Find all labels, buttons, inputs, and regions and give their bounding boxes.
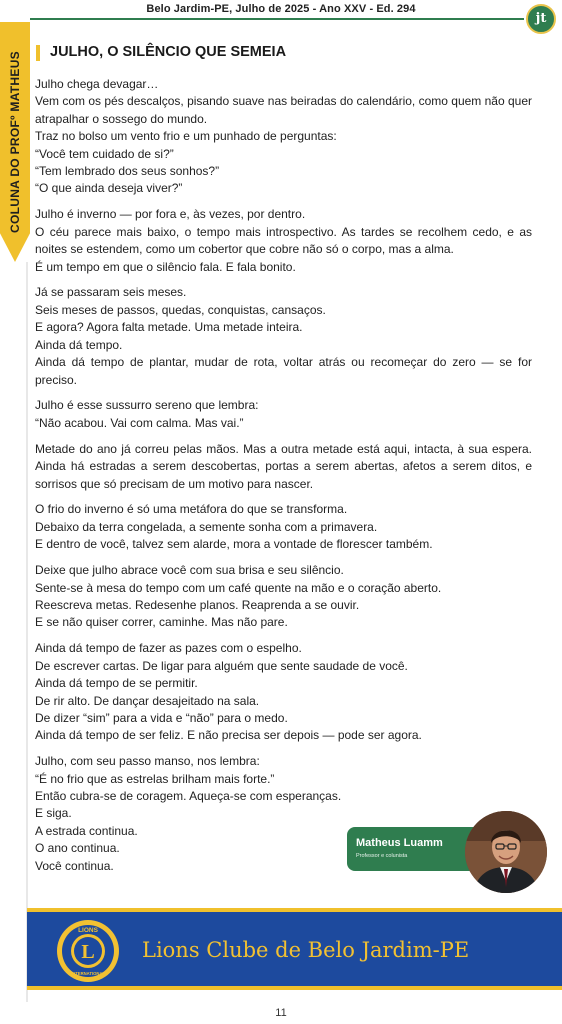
paragraph [35,397,532,432]
text-line: De dizer “sim” para a vida e “não” para o medo. [35,710,288,725]
text-line: Ainda dá tempo. [35,337,123,352]
text-line: O frio do inverno é só uma metáfora do que se transforma. [35,502,348,517]
text-line: Ainda dá tempo de fazer as pazes com o espelho. [35,641,302,656]
title-accent-bar [36,45,40,61]
text-line: Julho é inverno — por fora e, às vezes, por dentro. [35,207,306,222]
text-line: “O que ainda deseja viver?” [35,181,183,196]
text-line: Ainda dá tempo de se permitir. [35,676,198,691]
author-role: Professor e colunista [356,853,408,859]
newspaper-logo: jt [526,4,556,34]
text-line: O ano continua. [35,841,120,856]
author-portrait-image [465,811,547,893]
svg-text:INTERNATIONAL: INTERNATIONAL [71,971,105,976]
text-line: Sente-se à mesa do tempo com um café quente na mão e o coração aberto. [35,580,442,595]
paragraph [35,76,532,198]
text-line: E dentro de você, talvez sem alarde, mora a vontade de florescer também. [35,537,433,552]
text-line: Ainda dá tempo de plantar, mudar de rota, voltar atrás ou recomeçar do zero — se for preciso. [35,355,532,387]
text-line: Julho é esse sussurro sereno que lembra: [35,398,259,413]
column-label: COLUNA DO PROFº MATHEUS [8,51,22,233]
text-line: “Não acabou. Vai com calma. Mas vai.” [35,415,244,430]
text-line: Julho, com seu passo manso, nos lembra: [35,754,260,769]
svg-text:LIONS: LIONS [78,927,98,934]
page-header [0,0,562,26]
svg-text:L: L [81,941,95,963]
side-rule [26,262,28,1002]
author-card [347,827,481,871]
text-line: De rir alto. De dançar desajeitado na sala. [35,693,260,708]
paragraph [35,501,532,553]
author-name: Matheus Luamm [356,837,443,849]
column-side-band [0,0,30,1024]
text-line: E siga. [35,806,72,821]
paragraph [35,441,532,493]
paragraph [35,562,532,632]
lions-club-banner [27,908,562,990]
text-line: Vem com os pés descalços, pisando suave nas beiradas do calendário, como quem não quer atrapalhar o sossego do mundo. [35,94,532,126]
text-line: Já se passaram seis meses. [35,285,187,300]
text-line: “É no frio que as estrelas brilham mais forte.” [35,771,275,786]
issue-info: Belo Jardim-PE, Julho de 2025 - Ano XXV - Ed. 294 [146,3,416,15]
article-body [35,76,532,884]
text-line: E se não quiser correr, caminhe. Mas não pare. [35,615,288,630]
text-line: Seis meses de passos, quedas, conquistas, cansaços. [35,302,326,317]
text-line: Reescreva metas. Redesenhe planos. Reaprenda a se ouvir. [35,597,360,612]
text-line: Deixe que julho abrace você com sua brisa e seu silêncio. [35,563,344,578]
text-line: Traz no bolso um vento frio e um punhado de perguntas: [35,129,337,144]
text-line: Ainda dá tempo de ser feliz. E não precisa ser depois — pode ser agora. [35,728,422,743]
page-number: 11 [275,1007,287,1019]
text-line: Então cubra-se de coragem. Aqueça-se com esperanças. [35,789,342,804]
text-line: “Tem lembrado dos seus sonhos?” [35,164,220,179]
text-line: A estrada continua. [35,823,138,838]
paragraph [35,640,532,744]
text-line: Você continua. [35,858,114,873]
text-line: Debaixo da terra congelada, a semente sonha com a primavera. [35,519,378,534]
paragraph [35,284,532,388]
text-line: “Você tem cuidado de si?” [35,146,174,161]
text-line: Metade do ano já correu pelas mãos. Mas a outra metade está aqui, intacta, à sua espera. Ainda há estradas a serem descobertas, portas a serem abertas, afetos a serem ditos, e sorrisos que só precisam de um motivo para nascer. [35,441,532,491]
paragraph [35,206,532,276]
article-title: JULHO, O SILÊNCIO QUE SEMEIA [50,44,287,60]
text-line: E agora? Agora falta metade. Uma metade inteira. [35,320,303,335]
author-photo [465,811,547,893]
text-line: É um tempo em que o silêncio fala. E fala bonito. [35,259,296,274]
text-line: De escrever cartas. De ligar para alguém que sente saudade de você. [35,658,408,673]
banner-title: Lions Clube de Belo Jardim-PE [142,938,470,962]
lions-club-logo [55,918,121,984]
text-line: O céu parece mais baixo, o tempo mais introspectivo. As tardes se recolhem cedo, e as noites se estendem, como um cobertor que cobre não só o corpo, mas a alma. [35,224,532,257]
text-line: Julho chega devagar… [35,77,159,91]
header-divider [30,18,524,20]
